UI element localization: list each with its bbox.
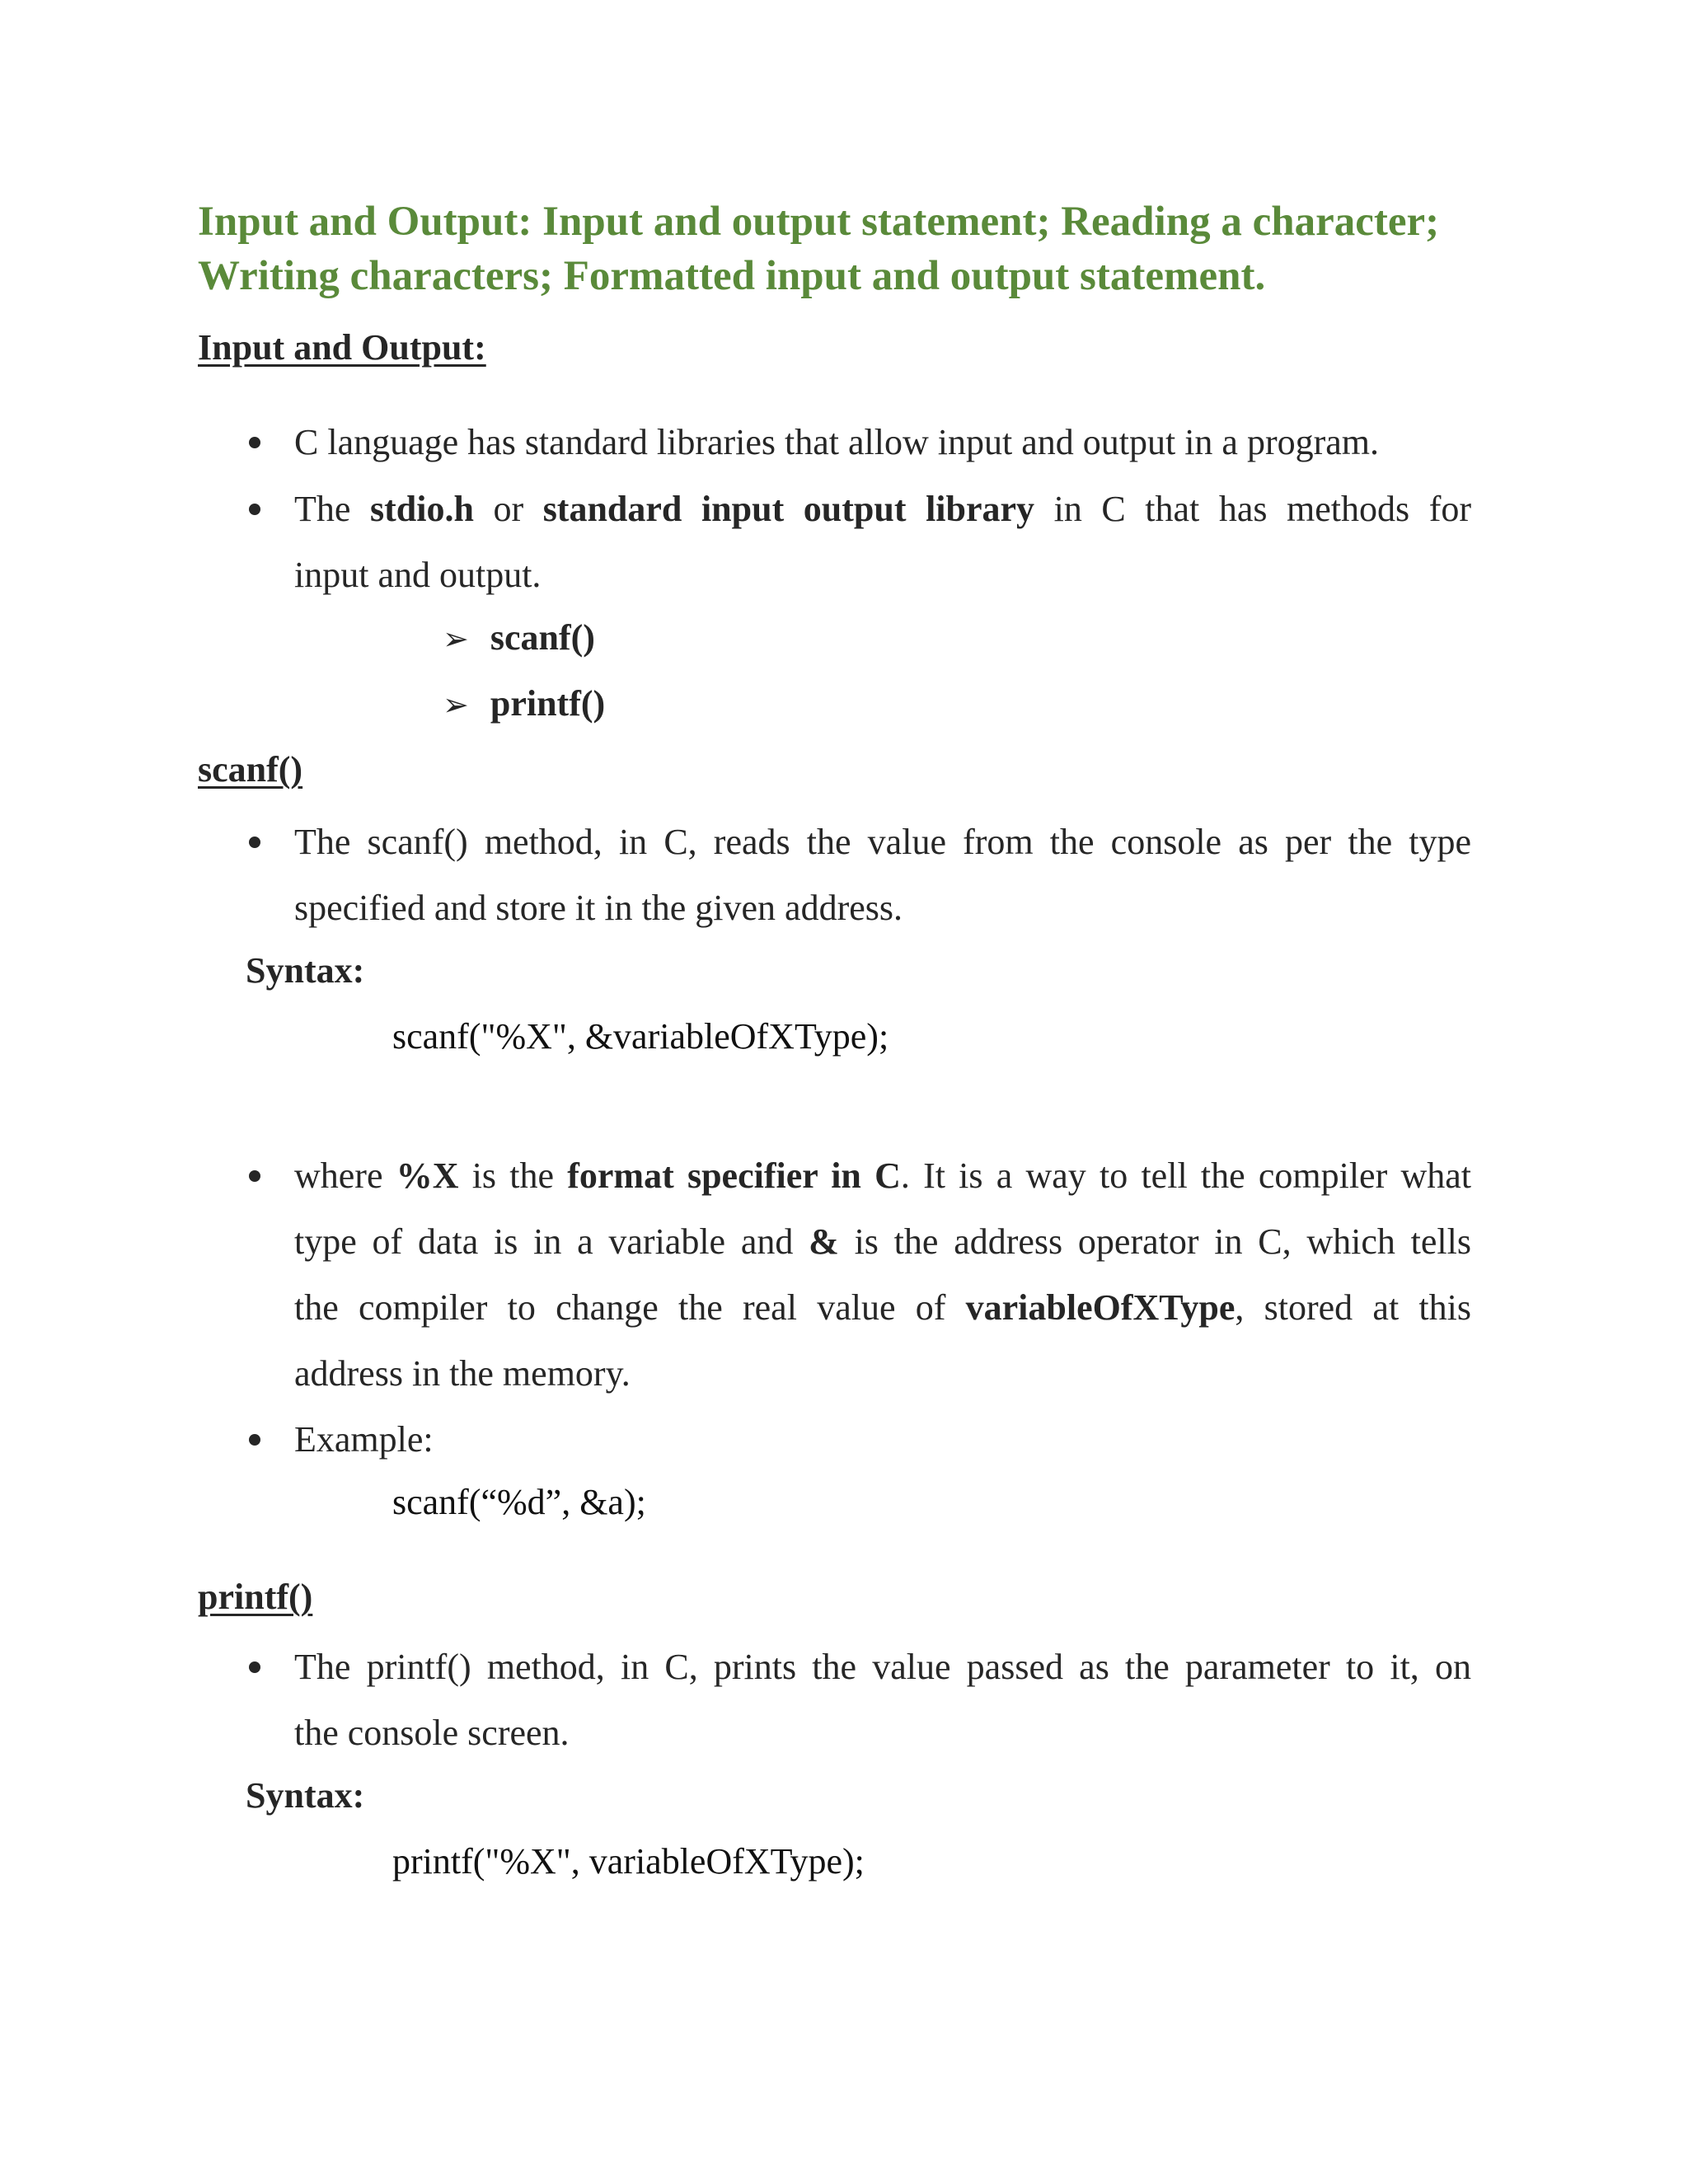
syntax-label: Syntax:	[246, 950, 365, 991]
arrow-bullet-icon: ➢	[443, 687, 469, 723]
method-item-printf: ➢ printf()	[443, 683, 606, 724]
printf-bullet-line-2: the console screen.	[294, 1713, 570, 1753]
stdio-h-term: stdio.h	[369, 489, 474, 529]
example-code: scanf(“%d”, &a);	[392, 1482, 646, 1522]
variable-term: variableOfXType	[965, 1287, 1236, 1328]
bullet-dot	[249, 1434, 260, 1446]
scanf-bullet-line-2: specified and store it in the given address.	[294, 888, 903, 928]
io-bullet-2-line-1: The stdio.h or standard input output library in C that has methods for	[294, 489, 1472, 529]
printf-syntax-label: Syntax:	[246, 1775, 365, 1816]
printf-syntax-code: printf("%X", variableOfXType);	[392, 1841, 865, 1882]
printf-heading: printf()	[198, 1577, 313, 1617]
format-x-term: %X	[396, 1155, 459, 1196]
title-line-1: Input and Output: Input and output statement; Reading a character;	[198, 199, 1440, 245]
format-specifier-term: format specifier in C	[567, 1155, 901, 1196]
bullet-dot	[249, 1661, 260, 1673]
where-bullet-line-4: address in the memory.	[294, 1353, 631, 1394]
stdio-library-term: standard input output library	[542, 489, 1035, 529]
bullet-dot	[249, 837, 260, 848]
where-bullet-line-3: the compiler to change the real value of variableOfXType, stored at this	[294, 1287, 1472, 1328]
address-operator-term: &	[809, 1221, 839, 1262]
scanf-bullet-line-1: The scanf() method, in C, reads the value from the console as per the type	[294, 822, 1471, 862]
scanf-syntax-code: scanf("%X", &variableOfXType);	[392, 1016, 889, 1057]
example-label: Example:	[294, 1419, 434, 1460]
bullet-dot	[249, 504, 260, 515]
method-item-scanf: ➢ scanf()	[443, 617, 595, 658]
io-heading: Input and Output:	[198, 327, 486, 368]
io-bullet-1: C language has standard libraries that allow input and output in a program.	[294, 422, 1380, 462]
bullet-dot	[249, 1170, 260, 1182]
title-line-2: Writing characters; Formatted input and output statement.	[198, 253, 1266, 299]
bullet-dot	[249, 437, 260, 448]
where-bullet-line-2: type of data is in a variable and & is the address operator in C, which tells	[294, 1221, 1471, 1262]
io-bullet-2-line-2: input and output.	[294, 555, 542, 595]
scanf-heading: scanf()	[198, 749, 303, 790]
arrow-bullet-icon: ➢	[443, 621, 469, 657]
where-bullet-line-1: where %X is the format specifier in C. It is a way to tell the compiler what	[294, 1155, 1471, 1196]
printf-bullet-line-1: The printf() method, in C, prints the value passed as the parameter to it, on	[294, 1647, 1471, 1687]
